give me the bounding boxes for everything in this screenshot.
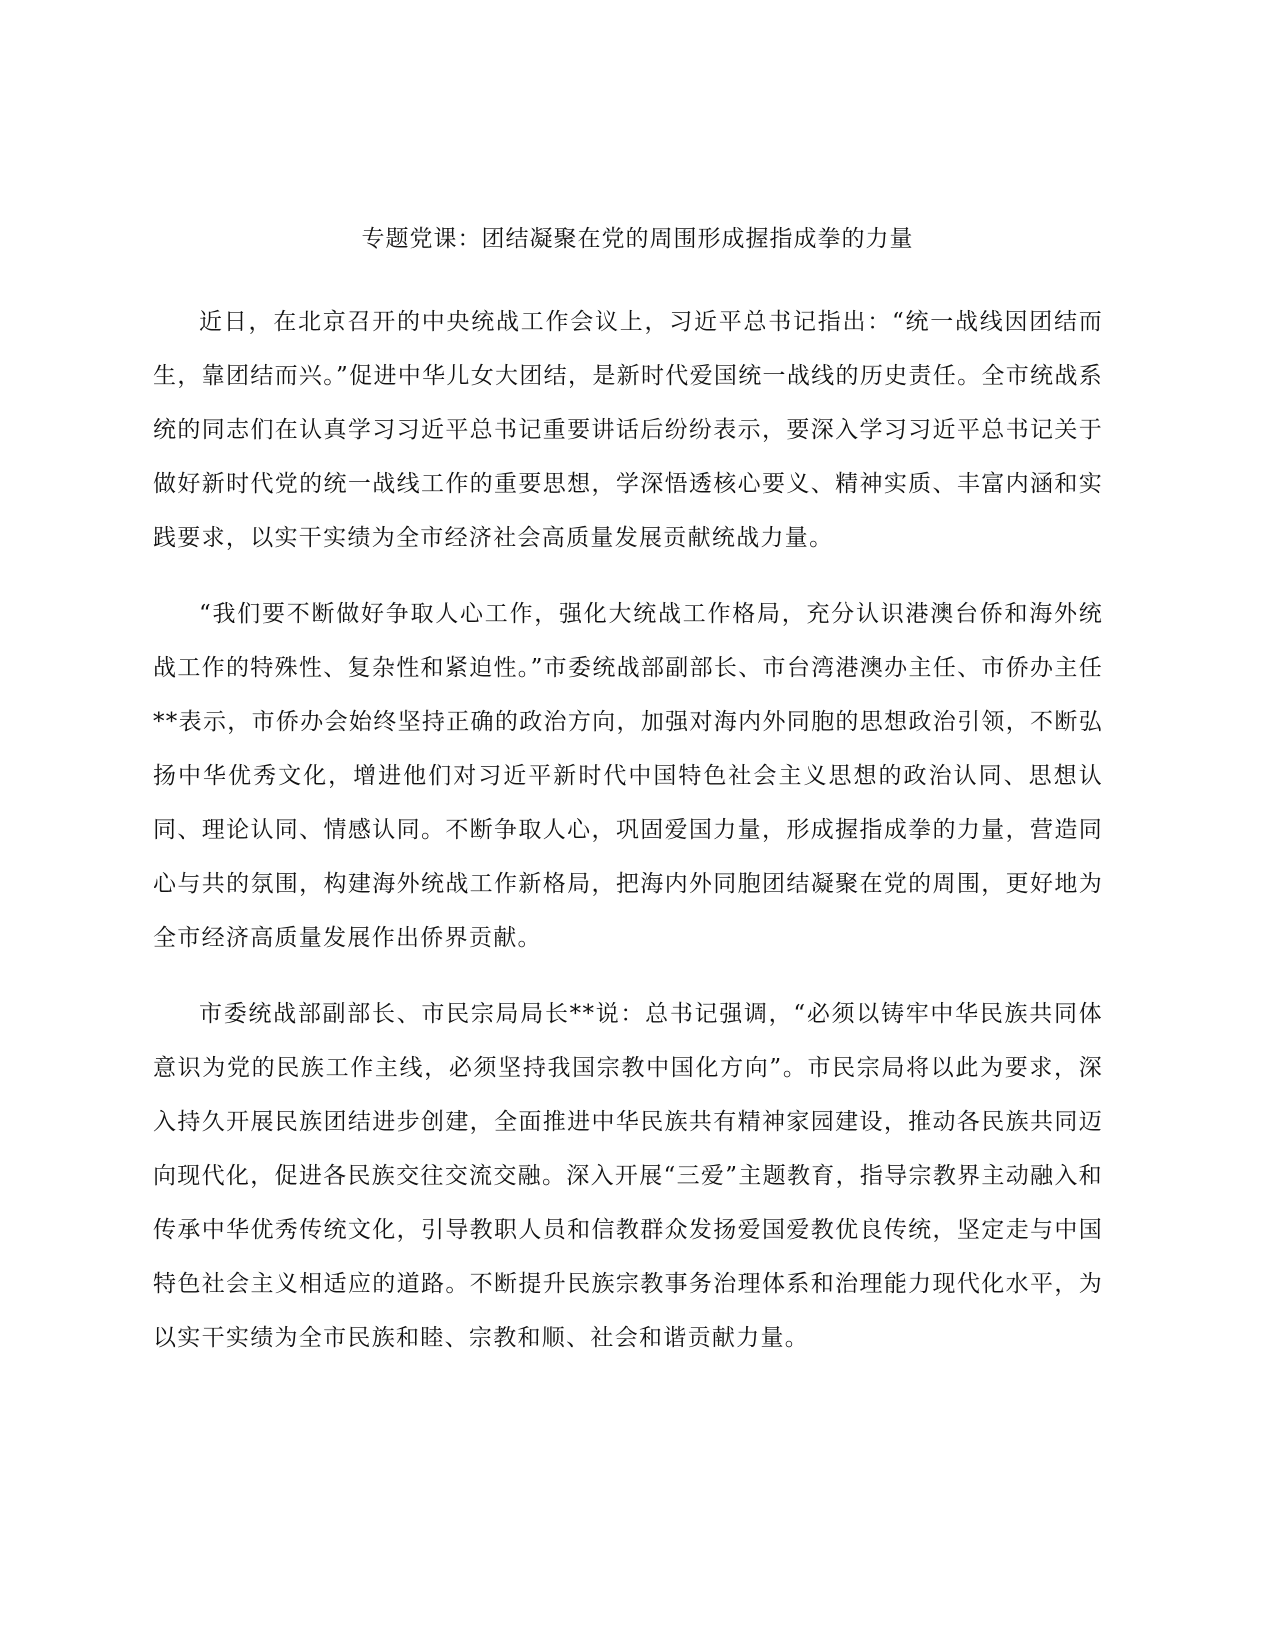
paragraph-1: 近日，在北京召开的中央统战工作会议上，习近平总书记指出：“统一战线因团结而生，靠团结而兴。”促进中华儿女大团结，是新时代爱国统一战线的历史责任。全市统战系统的同志们在认真学习习近平总书记重要讲话后纷纷表示，要深入学习习近平总书记关于做好新时代党的统一战线工作的重要思想，学深悟透核心要义、精神实质、丰富内涵和实践要求，以实干实绩为全市经济社会高质量发展贡献统战力量。 <box>153 309 1103 551</box>
paragraph-2: “我们要不断做好争取人心工作，强化大统战工作格局，充分认识港澳台侨和海外统战工作的特殊性、复杂性和紧迫性。”市委统战部副部长、市台湾港澳办主任、市侨办主任**表示，市侨办会始终坚持正确的政治方向，加强对海内外同胞的思想政治引领，不断弘扬中华优秀文化，增进他们对习近平新时代中国特色社会主义思想的政治认同、思想认同、理论认同、情感认同。不断争取人心，巩固爱国力量，形成握指成拳的力量，营造同心与共的氛围，构建海外统战工作新格局，把海内外同胞团结凝聚在党的周围，更好地为全市经济高质量发展作出侨界贡献。 <box>153 601 1103 951</box>
paragraph-3: 市委统战部副部长、市民宗局局长**说：总书记强调，“必须以铸牢中华民族共同体意识为党的民族工作主线，必须坚持我国宗教中国化方向”。市民宗局将以此为要求，深入持久开展民族团结进步创建，全面推进中华民族共有精神家园建设，推动各民族共同迈向现代化，促进各民族交往交流交融。深入开展“三爱”主题教育，指导宗教界主动融入和传承中华优秀传统文化，引导教职人员和信教群众发扬爱国爱教优良传统，坚定走与中国特色社会主义相适应的道路。不断提升民族宗教事务治理体系和治理能力现代化水平，为以实干实绩为全市民族和睦、宗教和顺、社会和谐贡献力量。 <box>153 1001 1103 1351</box>
document-body <box>153 295 1103 1365</box>
document-title: 专题党课：团结凝聚在党的周围形成握指成拳的力量 <box>361 226 914 252</box>
